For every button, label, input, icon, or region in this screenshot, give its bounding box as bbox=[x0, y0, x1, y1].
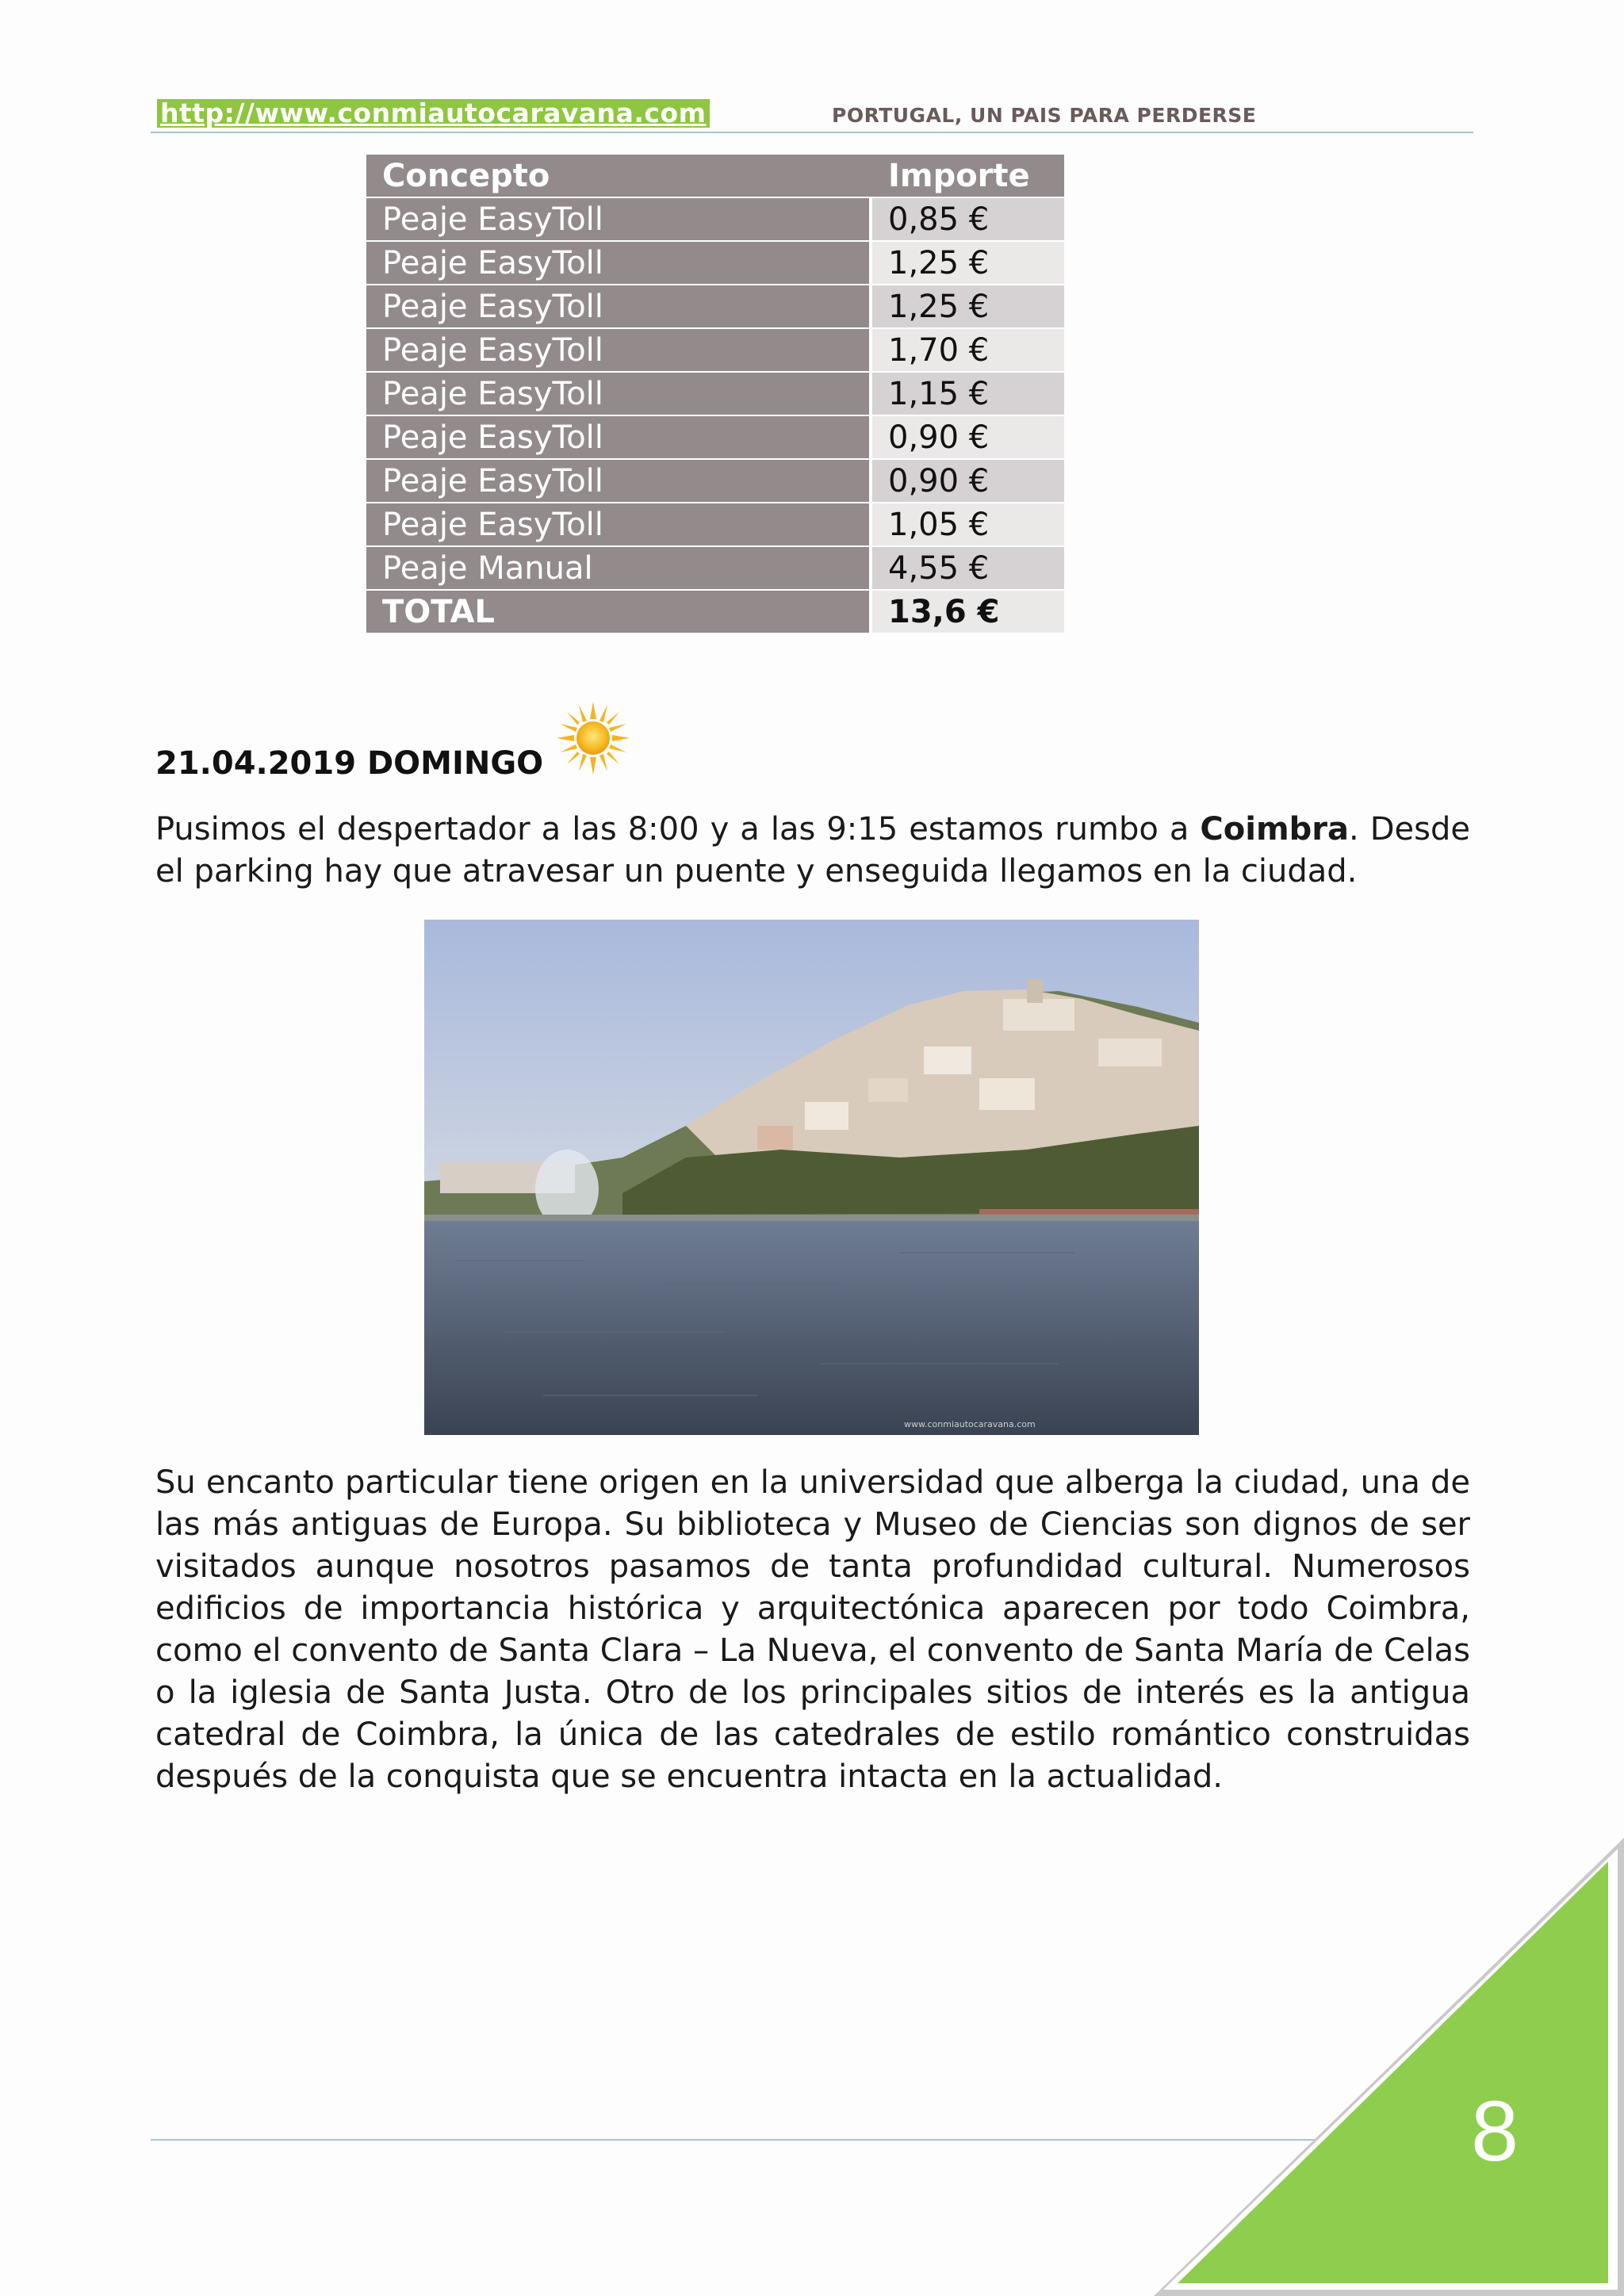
column-header-amount: Importe bbox=[872, 155, 1064, 198]
table-row bbox=[366, 329, 1064, 373]
sun-icon bbox=[555, 700, 631, 776]
row-concept: Peaje Manual bbox=[366, 547, 872, 591]
row-amount: 4,55 € bbox=[872, 547, 1064, 591]
intro-city-name: Coimbra bbox=[1200, 811, 1349, 848]
page-corner-triangle bbox=[1154, 1838, 1624, 2296]
intro-text-start: Pusimos el despertador a las 8:00 y a las 9:15 estamos rumbo a bbox=[155, 811, 1201, 848]
total-label: TOTAL bbox=[366, 591, 872, 634]
table-row bbox=[366, 242, 1064, 285]
footer-divider bbox=[151, 2139, 1316, 2141]
table-header-row bbox=[366, 155, 1064, 198]
cost-table bbox=[366, 155, 1064, 634]
table-row bbox=[366, 503, 1064, 547]
row-concept: Peaje EasyToll bbox=[366, 198, 872, 242]
history-paragraph: Su encanto particular tiene origen en la universidad que alberga la ciudad, una de las más antiguas de Europa. Su biblioteca y Museo de Ciencias son dignos de ser visitados aunque nosotros pasamos de tanta profundidad cultural. Numerosos edificios de importancia histórica y arquitectónica aparecen por todo Coimbra, como el convento de Santa Clara – La Nueva, el convento de Santa María de Celas o la iglesia de Santa Justa. Otro de los principales sitios de interés es la antigua catedral de Coimbra, la única de las catedrales de estilo romántico construidas después de la conquista que se encuentra intacta en la actualidad. bbox=[155, 1464, 1470, 1795]
header-url-link[interactable]: http://www.conmiautocaravana.com bbox=[157, 99, 710, 128]
total-amount: 13,6 € bbox=[872, 591, 1064, 634]
row-amount: 0,90 € bbox=[872, 416, 1064, 460]
row-amount: 1,25 € bbox=[872, 242, 1064, 285]
table-row bbox=[366, 285, 1064, 329]
intro-paragraph bbox=[155, 809, 1470, 893]
photo-watermark: www.conmiautocaravana.com bbox=[904, 1419, 1036, 1429]
table-row bbox=[366, 198, 1064, 242]
row-concept: Peaje EasyToll bbox=[366, 416, 872, 460]
column-header-concept: Concepto bbox=[366, 155, 872, 198]
row-amount: 0,85 € bbox=[872, 198, 1064, 242]
table-row bbox=[366, 547, 1064, 591]
row-concept: Peaje EasyToll bbox=[366, 460, 872, 503]
row-amount: 1,25 € bbox=[872, 285, 1064, 329]
intro-text-end: . Desde el parking hay que atravesar un puente y enseguida llegamos en la ciudad. bbox=[155, 811, 1470, 890]
row-concept: Peaje EasyToll bbox=[366, 242, 872, 285]
row-amount: 1,70 € bbox=[872, 329, 1064, 373]
page-number: 8 bbox=[1471, 2083, 1519, 2179]
header-divider bbox=[151, 132, 1473, 133]
table-row bbox=[366, 373, 1064, 416]
row-amount: 0,90 € bbox=[872, 460, 1064, 503]
header-title: PORTUGAL, UN PAIS PARA PERDERSE bbox=[832, 104, 1257, 127]
coimbra-photo bbox=[424, 920, 1199, 1435]
table-row bbox=[366, 416, 1064, 460]
row-amount: 1,15 € bbox=[872, 373, 1064, 416]
row-concept: Peaje EasyToll bbox=[366, 373, 872, 416]
row-concept: Peaje EasyToll bbox=[366, 503, 872, 547]
row-concept: Peaje EasyToll bbox=[366, 329, 872, 373]
row-amount: 1,05 € bbox=[872, 503, 1064, 547]
table-row bbox=[366, 460, 1064, 503]
table-total-row bbox=[366, 591, 1064, 634]
date-heading: 21.04.2019 DOMINGO bbox=[155, 745, 544, 782]
row-concept: Peaje EasyToll bbox=[366, 285, 872, 329]
